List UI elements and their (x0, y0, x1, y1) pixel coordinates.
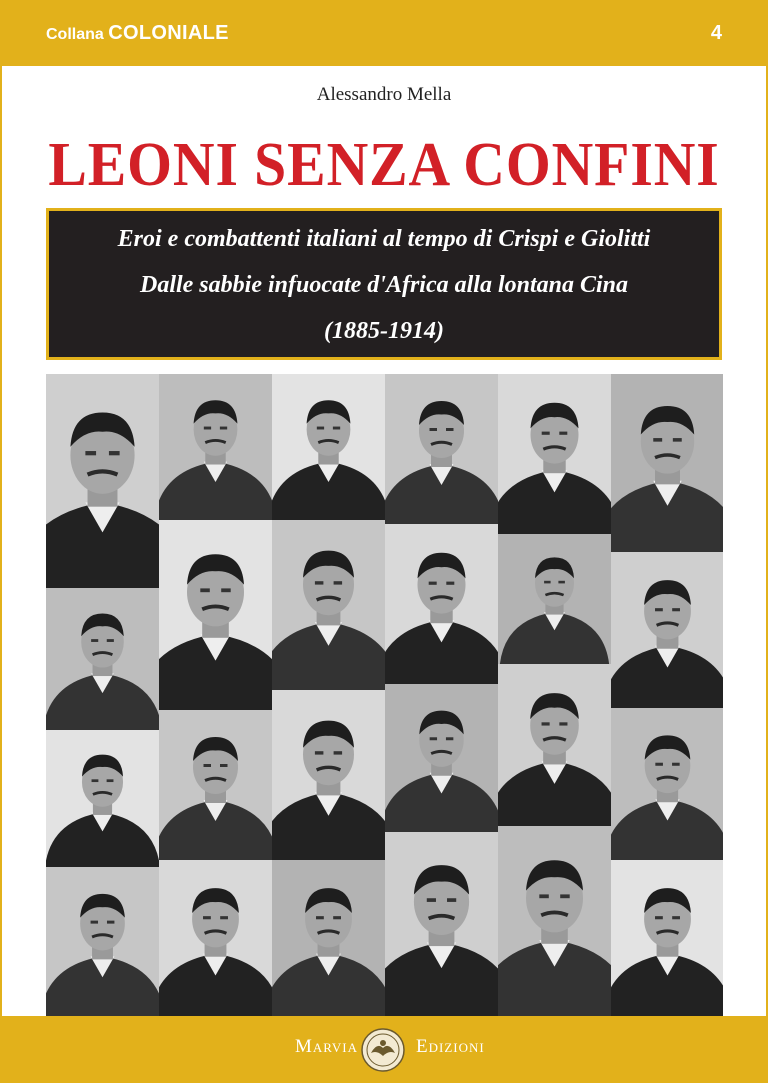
subtitle-line-2: Dalle sabbie infuocate d'Africa alla lontana Cina (139, 272, 629, 298)
portrait-photo (272, 690, 385, 860)
subtitle-line-3: (1885-1914) (324, 318, 444, 344)
bottom-band (0, 1016, 768, 1083)
portrait-photo (46, 374, 159, 588)
author-name: Alessandro Mella (316, 84, 452, 105)
portrait-photo (498, 374, 611, 534)
series-prefix: Collana (46, 26, 104, 43)
book-title: LEONI SENZA CONFINI (48, 131, 720, 199)
portrait-photo (611, 860, 723, 1016)
portrait-photo (46, 867, 159, 1016)
series-number: 4 (710, 22, 722, 44)
portrait-photo (385, 684, 498, 832)
portrait-photo (159, 860, 272, 1016)
portrait-photo (385, 524, 498, 684)
portrait-photo (498, 664, 611, 826)
portrait-photo (385, 374, 498, 524)
portrait-photo (498, 826, 611, 1016)
portrait-photo (46, 588, 159, 730)
subtitle-line-1: Eroi e combattenti italiani al tempo di Crispi e Giolitti (117, 226, 651, 252)
portrait-photo (272, 860, 385, 1016)
left-border (0, 66, 2, 1016)
portrait-photo (159, 710, 272, 860)
subtitle-box (46, 208, 722, 360)
series-label (46, 22, 229, 45)
portrait-photo (159, 520, 272, 710)
portrait-photo (272, 374, 385, 520)
top-band (0, 0, 768, 66)
marvia-seal-logo (361, 1028, 405, 1072)
publisher-name-right: Edizioni (416, 1036, 485, 1057)
portrait-photo (611, 374, 723, 552)
portrait-photo (611, 552, 723, 708)
portrait-photo (159, 374, 272, 520)
portrait-photo (498, 534, 611, 664)
portrait-photo (46, 730, 159, 867)
series-name: COLONIALE (108, 22, 229, 44)
portrait-photo (385, 832, 498, 1016)
publisher-name-left: Marvia (294, 1036, 358, 1057)
portrait-photo (611, 708, 723, 860)
portrait-collage (46, 374, 723, 1016)
portrait-photo (272, 520, 385, 690)
